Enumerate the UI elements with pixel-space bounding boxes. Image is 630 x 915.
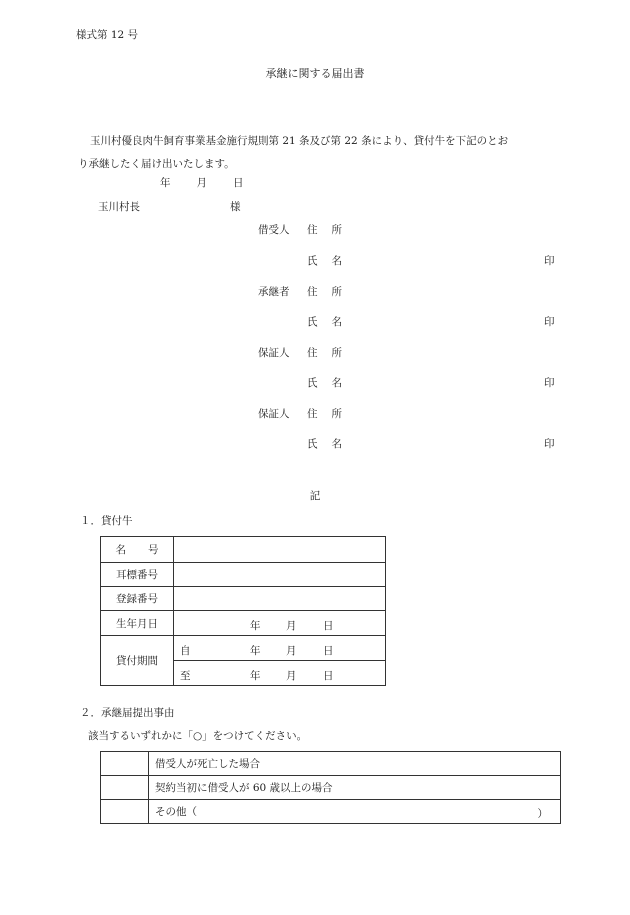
seal-mark: 印 [544,438,555,450]
party-name-label: 氏 名 [307,316,342,328]
date-day: 日 [233,177,244,189]
loan-period-to-field[interactable]: 至 年 月 日 [174,661,386,686]
seal-mark: 印 [544,316,555,328]
label-registration: 登録番号 [101,587,174,611]
party-address-label: 住 所 [307,286,342,298]
party-role-guarantor-1: 保証人 [258,347,290,359]
form-number: 様式第 12 号 [76,29,139,41]
reason-check-cell[interactable] [101,752,149,776]
label-ear-tag: 耳標番号 [101,563,174,587]
addressee-suffix: 様 [230,201,241,213]
loaned-cattle-table [100,536,386,686]
reason-option: 借受人が死亡した場合 [149,752,561,776]
loan-period-from-field[interactable]: 自 年 月 日 [174,636,386,661]
date-line [160,178,270,189]
cattle-name-field[interactable] [174,537,386,563]
reason-option-other[interactable] [149,800,561,824]
date-year: 年 [160,177,171,189]
body-line-2: り承継したく届け出いたします。 [78,158,235,170]
body-paragraph [78,130,563,176]
reason-table [100,751,561,824]
section2-note: 該当するいずれかに「○」をつけてください。 [88,730,308,742]
party-address-label: 住 所 [307,408,342,420]
record-heading: 記 [309,490,321,502]
seal-mark: 印 [544,255,555,267]
party-role-guarantor-2: 保証人 [258,408,290,420]
party-address-label: 住 所 [307,224,342,236]
document-title: 承継に関する届出書 [265,67,365,80]
reason-other-close: ） [537,808,548,820]
date-month: 月 [196,177,207,189]
section2-heading: ２．承継届提出事由 [80,707,175,719]
seal-mark: 印 [544,377,555,389]
party-name-label: 氏 名 [307,255,342,267]
addressee: 玉川村長 [98,201,140,213]
reason-other-label: その他（ [155,806,197,818]
party-name-label: 氏 名 [307,438,342,450]
reason-check-cell[interactable] [101,776,149,800]
party-role-borrower: 借受人 [258,224,290,236]
birth-date-field[interactable]: 年 月 日 [174,611,386,636]
label-birth-date: 生年月日 [101,611,174,636]
party-address-label: 住 所 [307,347,342,359]
section1-heading: １．貸付牛 [80,515,133,527]
ear-tag-field[interactable] [174,563,386,587]
label-loan-period: 貸付期間 [101,636,174,686]
reason-option: 契約当初に借受人が 60 歳以上の場合 [149,776,561,800]
body-line-1: 玉川村優良肉牛飼育事業基金施行規則第 21 条及び第 22 条により、貸付牛を下記のとお [90,135,509,147]
party-role-successor: 承継者 [258,286,290,298]
label-name: 名 号 [101,537,174,563]
party-name-label: 氏 名 [307,377,342,389]
reason-check-cell[interactable] [101,800,149,824]
registration-field[interactable] [174,587,386,611]
